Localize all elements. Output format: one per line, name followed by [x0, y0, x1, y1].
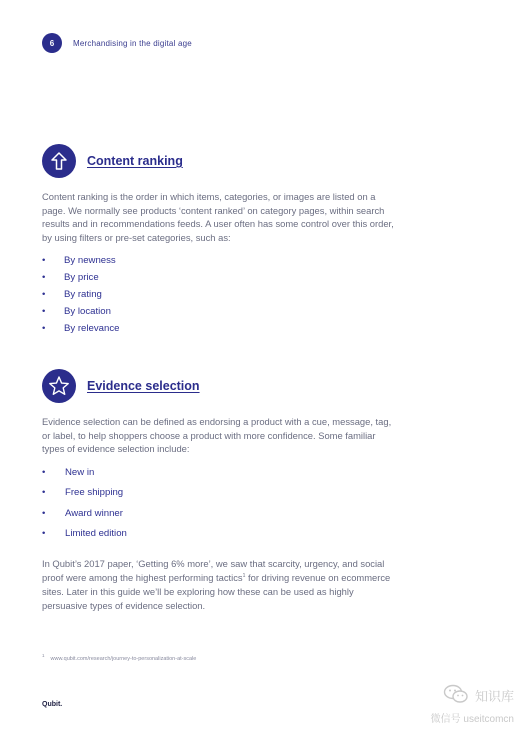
qubit-logo: Qubit.	[42, 701, 63, 708]
bullet: •	[42, 487, 46, 499]
content-ranking-title-link[interactable]: Content ranking	[87, 154, 183, 168]
list-item	[42, 487, 394, 508]
list-item	[42, 323, 394, 340]
bullet: •	[42, 255, 46, 267]
list-item	[42, 508, 394, 529]
evidence-selection-title-link[interactable]: Evidence selection	[87, 379, 200, 393]
watermark	[431, 684, 514, 725]
list-item	[42, 528, 394, 549]
content-ranking-paragraph: Content ranking is the order in which items, categories, or images are listed on a page. We normally see products ‘content ranked’ on category pages, within search results and in recommendations feeds. A user often has some control over this order, by using filters or pre-set categories, such as:	[42, 191, 394, 243]
watermark-name: 知识库	[474, 689, 514, 704]
footnote-url[interactable]: www.qubit.com/research/journey-to-personalization-at-scale	[50, 655, 197, 662]
list-item-text: By rating	[64, 289, 102, 301]
bullet: •	[42, 272, 46, 284]
footnote-number: 1	[42, 653, 45, 658]
evidence-selection-list	[42, 467, 394, 549]
bullet: •	[42, 306, 46, 318]
list-item-text: By price	[64, 272, 99, 284]
section-heading	[42, 144, 394, 178]
content-ranking-list	[42, 255, 394, 340]
list-item	[42, 306, 394, 323]
list-item-text: By newness	[64, 255, 116, 267]
bullet: •	[42, 466, 46, 478]
footnote	[42, 653, 196, 662]
list-item-text: By location	[64, 306, 111, 318]
bullet: •	[42, 528, 46, 540]
evidence-selection-paragraph: Evidence selection can be defined as endorsing a product with a cue, message, tag, or label, to help shoppers choose a product with more confidence. Some familiar types of evidence selection include:	[42, 416, 392, 455]
list-item-text: New in	[65, 466, 95, 478]
list-item	[42, 289, 394, 306]
up-arrow-icon	[42, 144, 76, 178]
evidence-closing-paragraph	[42, 557, 394, 613]
watermark-subtitle: 微信号 useitcomcn	[430, 714, 514, 725]
bullet: •	[42, 507, 46, 519]
list-item-text: By relevance	[64, 323, 120, 335]
list-item-text: Award winner	[65, 507, 123, 519]
section-heading	[42, 369, 394, 403]
closing-text-end: for driving revenue on ecommerce sites. Later in this guide we’ll be exploring how these can be used as highly persuasive types of evidence selection.	[42, 572, 391, 611]
list-item	[42, 255, 394, 272]
document-title: Merchandising in the digital age	[73, 38, 192, 48]
bullet: •	[42, 323, 46, 335]
closing-text-start: In Qubit’s 2017 paper, ‘Getting 6% more’, we saw that scarcity, urgency, and social proof were among the highest performing tactics	[42, 557, 385, 584]
bullet: •	[42, 289, 46, 301]
list-item-text: Free shipping	[65, 487, 124, 499]
list-item	[42, 272, 394, 289]
content-ranking-section	[42, 144, 394, 340]
page-number-badge: 6	[42, 33, 62, 53]
evidence-selection-section	[42, 369, 394, 612]
list-item	[42, 467, 394, 488]
page-header	[42, 33, 192, 53]
star-icon	[42, 369, 76, 403]
footnote-reference[interactable]: 1	[242, 573, 246, 580]
wechat-icon	[443, 684, 469, 707]
list-item-text: Limited edition	[65, 528, 127, 540]
